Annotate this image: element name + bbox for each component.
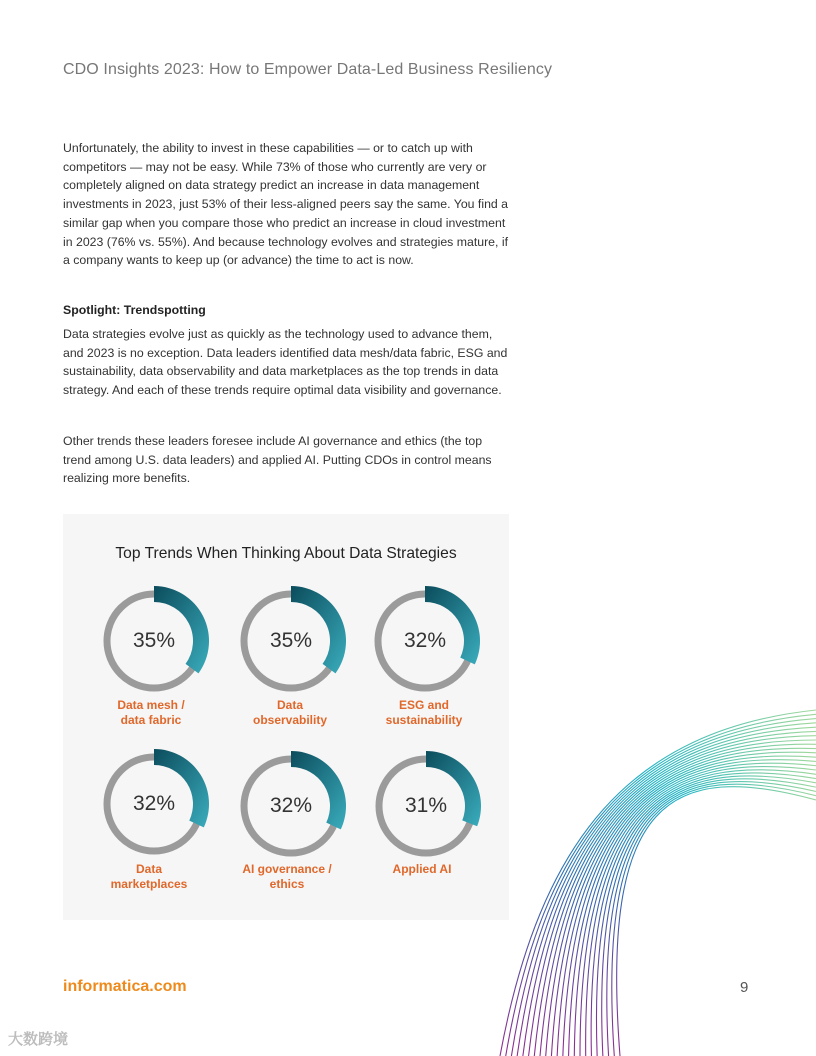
body-paragraph-2: Data strategies evolve just as quickly as the technology used to advance them, and 2023 is no exception. Data leaders identified data mesh/data fabric, ESG and sustainability, data observability and data marketplaces as the top trends in data strategy. And each of these trends require optimal data visibility and governance.	[63, 327, 508, 398]
trends-chart-panel	[63, 514, 509, 920]
donut-label	[225, 698, 355, 728]
donut-value: 31%	[404, 794, 448, 817]
donut-label-line2: marketplaces	[110, 877, 188, 891]
body-paragraph-3: Other trends these leaders foresee include AI governance and ethics (the top trend among U.S. data leaders) and applied AI. Putting CDOs in control means realizing more benefits.	[63, 434, 492, 486]
donut-chart	[233, 751, 353, 861]
donut-label-line1: AI governance /	[242, 862, 332, 876]
wave-line	[557, 752, 816, 1056]
body-paragraph-1: Unfortunately, the ability to invest in these capabilities — or to catch up with competitors — may not be easy. While 73% of those who currently are very or completely aligned on data strategy predict an increase in data management investments in 2023, just 53% of their less-aligned peers say the same. You find a similar gap when you compare those who predict an increase in cloud investment in 2023 (76% vs. 55%). And because technology evolves and strategies mature, if a company wants to keep up (or advance) the time to act is now.	[63, 141, 508, 268]
donut-value: 32%	[403, 629, 447, 652]
spotlight-heading: Spotlight: Trendspotting	[63, 303, 206, 317]
donut-label-line1: ESG and	[398, 698, 449, 712]
donut-value: 32%	[132, 792, 176, 815]
footer-website-link[interactable]: informatica.com	[63, 978, 187, 995]
wave-line	[563, 756, 816, 1056]
donut-label-line2: observability	[252, 713, 328, 727]
donut-label	[359, 698, 489, 728]
wave-line	[612, 784, 816, 1056]
donut-label-line1: Data mesh /	[117, 698, 185, 712]
watermark: 大数跨境	[8, 1031, 69, 1048]
wave-line	[500, 710, 816, 1056]
document-header-title: CDO Insights 2023: How to Empower Data-Led Business Resiliency	[63, 61, 553, 78]
page-number: 9	[740, 979, 749, 996]
wave-line	[517, 723, 816, 1056]
decorative-wave-lines	[480, 690, 816, 1056]
donut-chart	[96, 749, 216, 859]
donut-value: 32%	[269, 794, 313, 817]
chart-title: Top Trends When Thinking About Data Strategies	[115, 545, 457, 562]
donut-chart	[233, 586, 353, 696]
wave-line-group	[500, 710, 816, 1056]
donut-label-line1: Data	[135, 862, 162, 876]
donut-chart	[96, 586, 216, 696]
donut-chart	[367, 586, 487, 696]
donut-value: 35%	[269, 629, 313, 652]
donut-label	[222, 862, 352, 892]
wave-line	[607, 782, 816, 1056]
donut-label-line2: sustainability	[385, 713, 463, 727]
donut-label	[84, 862, 214, 892]
donut-label-line1: Applied AI	[392, 862, 452, 876]
donut-label-line2: ethics	[269, 877, 305, 891]
wave-line	[591, 773, 816, 1056]
wave-line	[580, 767, 816, 1056]
donut-label-line2: data fabric	[120, 713, 182, 727]
donut-label-line1: Data	[276, 698, 303, 712]
donut-value: 35%	[132, 629, 176, 652]
wave-line	[617, 787, 816, 1056]
donut-chart	[368, 751, 488, 861]
donut-label	[86, 698, 216, 728]
donut-label	[357, 862, 487, 877]
